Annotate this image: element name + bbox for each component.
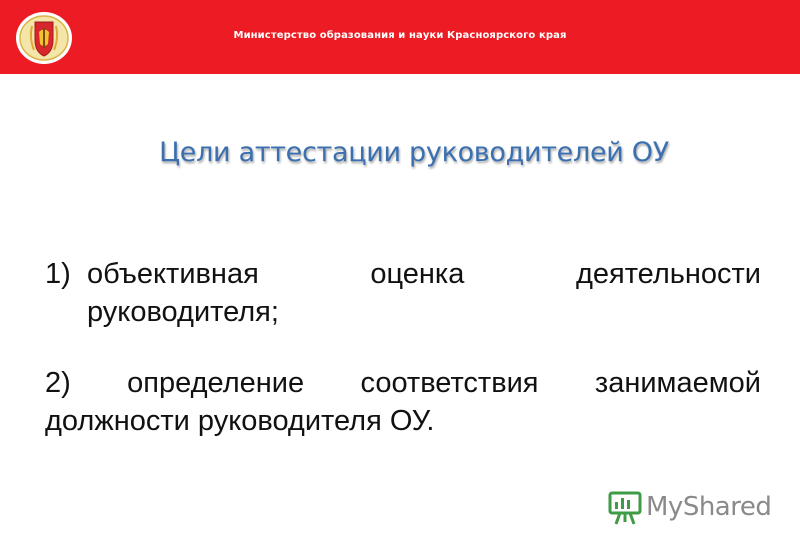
list-item-number: 1)	[45, 258, 71, 290]
list-item-text: объективная оценка деятельности	[87, 258, 761, 290]
list-item-text-continued: должности руководителя ОУ.	[45, 405, 435, 437]
slide-title: Цели аттестации руководителей ОУ	[159, 137, 669, 168]
myshared-watermark	[606, 488, 772, 528]
organization-name: Министерство образования и науки Красноярского края	[233, 30, 567, 41]
watermark-text: MyShared	[646, 492, 772, 522]
presentation-board-icon	[606, 488, 644, 526]
goals-list	[45, 255, 761, 440]
list-item-text-continued: руководителя;	[87, 296, 279, 328]
list-item	[45, 364, 761, 440]
list-item-text: 2) определение соответствия занимаемой	[45, 367, 761, 399]
list-item	[45, 255, 761, 331]
header-bar	[0, 0, 800, 74]
